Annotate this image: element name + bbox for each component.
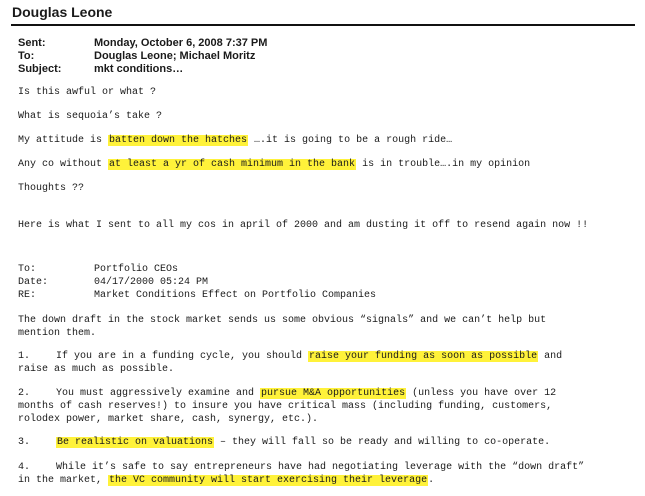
- subject-row: [18, 63, 183, 76]
- cash-text: Any co without: [18, 159, 109, 170]
- cash-highlight: at least a yr of cash minimum in the bank: [109, 159, 356, 170]
- point-4-text: While it’s safe to say entrepreneurs have had negotiating leverage with the “down draft”: [56, 462, 585, 473]
- point-4-line-2: [18, 474, 635, 487]
- point-2-number: 2.: [18, 388, 31, 399]
- point-1-number: 1.: [18, 351, 31, 362]
- attitude-line: [18, 134, 635, 147]
- attitude-text-end: ….it is going to be a rough ride…: [248, 135, 453, 146]
- point-2-line-1: [18, 387, 635, 400]
- memo-intro-line-1: The down draft in the stock market sends us some obvious “signals” and we can’t help but: [18, 315, 547, 326]
- point-4-line-1: [18, 461, 635, 474]
- point-1-text-end: and: [538, 351, 563, 362]
- cash-text-end: is in trouble….in my opinion: [356, 159, 531, 170]
- memo-re-value: Market Conditions Effect on Portfolio Companies: [94, 290, 377, 301]
- point-4-highlight: the VC community will start exercising their leverage: [109, 475, 428, 486]
- memo-intro-line-2: mention them.: [18, 328, 97, 339]
- memo-date-value: 04/17/2000 05:24 PM: [94, 277, 209, 288]
- point-3-highlight: Be realistic on valuations: [57, 437, 214, 448]
- point-3-number: 3.: [18, 437, 31, 448]
- point-2-text-end: (unless you have over 12: [406, 388, 557, 399]
- memo-re-row: [18, 289, 635, 302]
- point-2-line-3: rolodex power, market share, cash, synergy, etc.).: [18, 414, 319, 425]
- memo-date-label: Date:: [18, 277, 49, 288]
- subject-label: Subject:: [18, 63, 62, 75]
- sent-value: Monday, October 6, 2008 7:37 PM: [94, 37, 268, 49]
- memo-to-label: To:: [18, 264, 37, 275]
- sent-row: [18, 37, 267, 50]
- point-1-text: If you are in a funding cycle, you should: [56, 351, 309, 362]
- sender-name: Douglas Leone: [12, 4, 113, 20]
- point-3-text: – they will fall so be ready and willing to co-operate.: [214, 437, 551, 448]
- cash-line: [18, 158, 635, 171]
- resend-line: Here is what I sent to all my cos in april of 2000 and am dusting it off to resend again now !!: [18, 220, 589, 231]
- memo-re-label: RE:: [18, 290, 37, 301]
- subject-value: mkt conditions…: [94, 63, 184, 75]
- point-2-highlight: pursue M&A opportunities: [261, 388, 406, 399]
- thoughts-line: Thoughts ??: [18, 183, 85, 194]
- to-label: To:: [18, 50, 35, 62]
- to-row: [18, 50, 255, 63]
- attitude-text: My attitude is: [18, 135, 109, 146]
- point-3-line: [18, 436, 635, 449]
- point-4-text-end: .: [428, 475, 435, 486]
- point-2-text: You must aggressively examine and: [56, 388, 261, 399]
- question-line-1: Is this awful or what ?: [18, 87, 157, 98]
- point-1-line-1: [18, 350, 635, 363]
- header-divider: [11, 24, 635, 26]
- point-4-number: 4.: [18, 462, 31, 473]
- attitude-highlight: batten down the hatches: [109, 135, 248, 146]
- point-2-line-2: months of cash reserves!) to insure you have critical mass (including funding, customers,: [18, 401, 553, 412]
- memo-to-row: [18, 263, 635, 276]
- point-1-line-2: raise as much as possible.: [18, 364, 175, 375]
- point-4-text-2: in the market,: [18, 475, 109, 486]
- memo-to-value: Portfolio CEOs: [94, 264, 179, 275]
- sent-label: Sent:: [18, 37, 46, 49]
- question-line-2: What is sequoia’s take ?: [18, 111, 163, 122]
- memo-date-row: [18, 276, 635, 289]
- to-value: Douglas Leone; Michael Moritz: [94, 50, 256, 62]
- point-1-highlight: raise your funding as soon as possible: [309, 351, 538, 362]
